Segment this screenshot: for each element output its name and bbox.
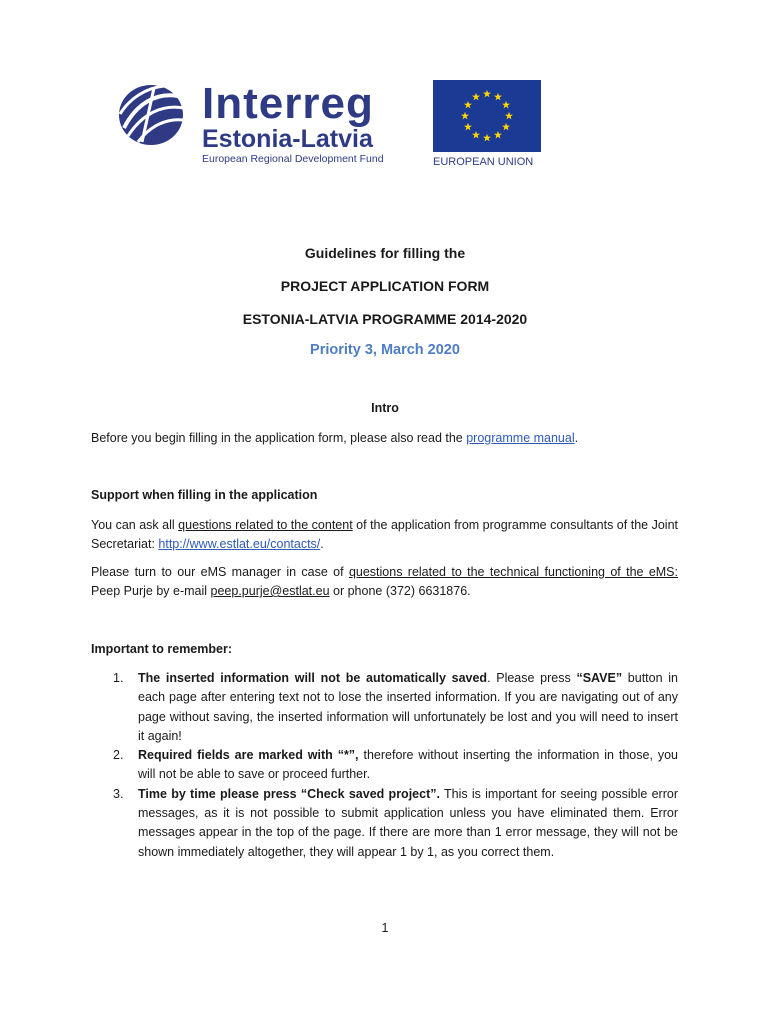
- programme-manual-link[interactable]: programme manual: [466, 431, 575, 445]
- email-link[interactable]: peep.purje@estlat.eu: [210, 584, 330, 598]
- eu-logo: [433, 80, 545, 168]
- list-number: 2.: [113, 748, 124, 763]
- intro-text: Before you begin filling in the application form, please also read the: [91, 431, 467, 445]
- page-number: 1: [381, 921, 389, 935]
- list-item: [91, 785, 678, 862]
- interreg-wordmark: Interreg: [202, 79, 374, 128]
- list-text: This is important for seeing possible error messages, as it is not possible to submit application unless you have eliminated them. Error messages appear in the top of the page. If there are more than 1 error message, they will not be shown immediately altogether, they will appear 1 by 1, as you correct them.: [138, 786, 678, 859]
- technical-questions-text: questions related to the technical functioning of the eMS:: [348, 565, 678, 579]
- list-bold: Required fields are marked with “*”,: [138, 748, 359, 763]
- eu-flag-icon: [433, 80, 541, 152]
- list-bold: Time by time please press “Check saved project”.: [138, 786, 440, 801]
- important-list: [91, 669, 678, 862]
- support-text-middle: of the application from programme consultants of the Joint Secretariat:: [91, 518, 678, 551]
- list-text: . Please press: [487, 671, 577, 685]
- intro-paragraph: [91, 429, 678, 448]
- list-item: [91, 669, 678, 746]
- programme-region: Estonia-Latvia: [202, 125, 373, 153]
- list-bold: The inserted information will not be automatically saved: [138, 671, 488, 685]
- support-paragraph-content: [91, 516, 678, 554]
- title-priority: Priority 3, March 2020: [310, 342, 460, 358]
- list-item: [91, 746, 678, 785]
- list-text: therefore without inserting the information in those, you will not be able to save or proceed further.: [138, 748, 679, 782]
- contacts-link[interactable]: http://www.estlat.eu/contacts/: [158, 537, 321, 551]
- support-text-end: .: [320, 537, 324, 551]
- title-line-3: ESTONIA-LATVIA PROGRAMME 2014-2020: [242, 311, 528, 327]
- intro-text-end: .: [574, 431, 579, 445]
- eu-label: EUROPEAN UNION: [433, 156, 534, 168]
- support-heading: Support when filling in the application: [91, 488, 318, 502]
- ems-text-middle: Peep Purje by e-mail: [91, 584, 211, 598]
- content-questions-text: questions related to the content: [178, 518, 353, 532]
- list-number: 3.: [113, 786, 124, 801]
- title-line-1: Guidelines for filling the: [304, 245, 466, 261]
- important-heading: Important to remember:: [91, 642, 232, 656]
- title-line-2: PROJECT APPLICATION FORM: [280, 278, 490, 294]
- interreg-emblem-icon: [118, 84, 188, 146]
- support-paragraph-ems: [91, 563, 678, 601]
- interreg-logo: [118, 80, 398, 170]
- ems-text-end: or phone (372) 6631876.: [329, 584, 471, 598]
- list-bold-2: “SAVE”: [576, 671, 623, 685]
- support-text: You can ask all: [91, 518, 179, 532]
- intro-heading: Intro: [371, 401, 399, 415]
- fund-name: European Regional Development Fund: [202, 153, 384, 165]
- ems-text: Please turn to our eMS manager in case of: [91, 565, 349, 579]
- list-text-2: button in each page after entering text not to lose the inserted information. If you are navigating out of any page without saving, the inserted information will unfortunately be lost and you will need to insert it again!: [138, 671, 678, 743]
- list-number: 1.: [113, 671, 124, 685]
